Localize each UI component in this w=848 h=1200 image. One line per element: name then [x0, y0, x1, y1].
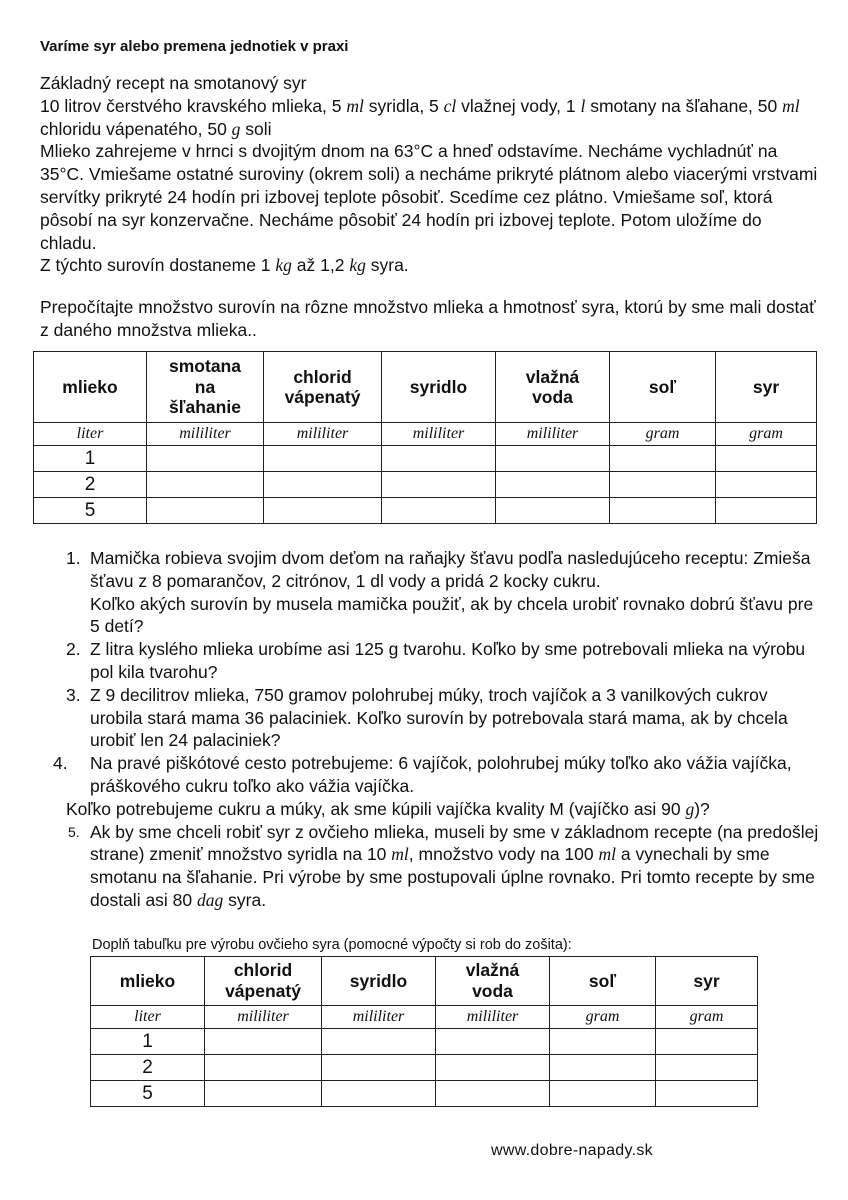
unit: g [685, 798, 695, 819]
answer-cell[interactable] [205, 1081, 322, 1107]
answer-cell[interactable] [147, 498, 264, 524]
ingredients-text: syridla, 5 [363, 95, 444, 116]
header-cell: chlorid vápenatý [205, 957, 322, 1006]
answer-cell[interactable] [496, 498, 610, 524]
header-cell: syr [656, 957, 758, 1006]
problem-text-part: , množstvo vody na 100 [408, 844, 599, 865]
problem-question [66, 798, 820, 821]
task-instruction [40, 296, 820, 342]
answer-cell[interactable] [610, 446, 716, 472]
answer-cell[interactable] [264, 472, 382, 498]
unit-cell: mililiter [496, 423, 610, 446]
item-number: 4. [53, 753, 68, 774]
answer-cell[interactable] [382, 498, 496, 524]
ingredients-text: chloridu vápenatého, 50 [40, 118, 232, 139]
header-cell: syr [716, 352, 817, 423]
recipe-ingredients [40, 95, 820, 141]
answer-cell[interactable] [656, 1081, 758, 1107]
answer-cell[interactable] [436, 1055, 550, 1081]
answer-cell[interactable] [147, 472, 264, 498]
header-cell: vlažná voda [496, 352, 610, 423]
answer-cell[interactable] [656, 1029, 758, 1055]
header-cell: mlieko [34, 352, 147, 423]
unit: kg [275, 255, 292, 276]
unit: g [231, 118, 241, 139]
unit-cell: mililiter [322, 1006, 436, 1029]
answer-cell[interactable] [322, 1055, 436, 1081]
list-item [40, 547, 820, 638]
ingredients-text: 10 litrov čerstvého kravského mlieka, 5 [40, 95, 347, 116]
table-row [91, 1081, 758, 1107]
yield-text: Z týchto surovín dostaneme 1 [40, 255, 276, 276]
table-row [91, 1055, 758, 1081]
answer-cell[interactable] [496, 446, 610, 472]
answer-cell[interactable] [610, 472, 716, 498]
answer-cell[interactable] [716, 472, 817, 498]
unit-cell: gram [656, 1006, 758, 1029]
problem-text [90, 821, 820, 912]
problem-text: Z litra kyslého mlieka urobíme asi 125 g tvarohu. Koľko by sme potrebovali mlieka na výrobu pol kila tvarohu? [90, 639, 806, 682]
recipe-procedure: Mlieko zahrejeme v hrnci s dvojitým dnom na 63°C a hneď odstavíme. Necháme vychladnúť na 35°C. Vmiešame ostatné suroviny (okrem soli) a necháme prikryté plátnom alebo viacerými vrstvami servítky prikryté 24 hodín pri izbovej teplote pôsobiť. Scedíme cez plátno. Vmiešame soľ, ktorá pôsobí na syr konzervačne. Necháme pôsobiť 24 hodín pri izbovej teplote. Potom uložíme do chladu. [40, 141, 818, 253]
header-cell: syridlo [322, 957, 436, 1006]
problem-text: Na pravé piškótové cesto potrebujeme: 6 vajíčok, polohrubej múky toľko ako vážia vajíčka, práškového cukru toľko ako vážia vajíčka. [90, 753, 792, 796]
problem-text-part: a vynechali by sme smotanu na šľahanie. Pri výrobe by sme postupovali úplne rovnako. Pri tomto recepte by sme dostali asi 80 [90, 844, 815, 910]
footer-url: www.dobre-napady.sk [491, 1142, 653, 1159]
header-cell: soľ [610, 352, 716, 423]
answer-cell[interactable] [436, 1029, 550, 1055]
unit-cell: mililiter [205, 1006, 322, 1029]
milk-liters-cell: 5 [91, 1081, 205, 1107]
table-header-row [34, 352, 817, 423]
milk-liters-cell: 2 [34, 472, 147, 498]
problem-question: Koľko akých surovín by musela mamička použiť, ak by chcela urobiť rovnako dobrú šťavu pre 5 detí? [90, 593, 814, 637]
unit-cell: gram [716, 423, 817, 446]
unit-cell: gram [610, 423, 716, 446]
unit-cell: liter [91, 1006, 205, 1029]
unit: kg [349, 255, 366, 276]
task-text: Prepočítajte množstvo surovín na rôzne množstvo mlieka a hmotnosť syra, ktorú by sme mali dostať z daného množstva mlieka.. [40, 297, 816, 340]
item-number: 5. [68, 823, 80, 840]
recipe-intro [40, 72, 820, 277]
yield-text: syra. [365, 255, 409, 276]
milk-liters-cell: 2 [91, 1055, 205, 1081]
table-header-row [91, 957, 758, 1006]
answer-cell[interactable] [382, 472, 496, 498]
problem-text: Z 9 decilitrov mlieka, 750 gramov polohrubej múky, troch vajíčok a 3 vanilkových cukrov urobila stará mama 36 palaciniek. Koľko surovín by potrebovala stará mama, ak by chcela urobiť len 24 palaciniek? [90, 684, 788, 751]
ingredients-text: soli [240, 118, 272, 139]
answer-cell[interactable] [382, 446, 496, 472]
header-cell: soľ [550, 957, 656, 1006]
item-number: 1. [66, 548, 81, 568]
answer-cell[interactable] [550, 1029, 656, 1055]
answer-cell[interactable] [436, 1081, 550, 1107]
item-number: 2. [66, 639, 81, 660]
unit: ml [598, 844, 616, 865]
page-title: Varíme syr alebo premena jednotiek v praxi [40, 38, 349, 55]
answer-cell[interactable] [322, 1081, 436, 1107]
problem-list [40, 547, 820, 912]
problem-text-part: syra. [223, 889, 267, 910]
unit-cell: mililiter [436, 1006, 550, 1029]
recipe-heading: Základný recept na smotanový syr [40, 73, 307, 93]
header-cell: smotana na šľahanie [147, 352, 264, 423]
answer-cell[interactable] [550, 1055, 656, 1081]
answer-cell[interactable] [147, 446, 264, 472]
ingredients-text: smotany na šľahane, 50 [585, 95, 783, 116]
recipe-yield [40, 254, 820, 277]
yield-text: až 1,2 [291, 255, 350, 276]
list-item [40, 821, 820, 912]
table-unit-row [91, 1006, 758, 1029]
answer-cell[interactable] [264, 446, 382, 472]
unit-cell: mililiter [264, 423, 382, 446]
table-row [34, 446, 817, 472]
answer-cell[interactable] [610, 498, 716, 524]
unit: ml [391, 844, 409, 865]
question-text: )? [694, 798, 710, 819]
unit: ml [346, 95, 364, 116]
list-item [40, 638, 820, 684]
header-cell: chlorid vápenatý [264, 352, 382, 423]
milk-liters-cell: 5 [34, 498, 147, 524]
milk-liters-cell: 1 [91, 1029, 205, 1055]
milk-liters-cell: 1 [34, 446, 147, 472]
answer-cell[interactable] [205, 1029, 322, 1055]
conversion-table-sheep [90, 956, 758, 1107]
answer-cell[interactable] [550, 1081, 656, 1107]
unit: dag [197, 889, 224, 910]
list-item [40, 684, 820, 752]
header-cell: syridlo [382, 352, 496, 423]
item-number: 3. [66, 684, 81, 705]
header-cell: mlieko [91, 957, 205, 1006]
answer-cell[interactable] [205, 1055, 322, 1081]
unit-cell: liter [34, 423, 147, 446]
answer-cell[interactable] [656, 1055, 758, 1081]
answer-cell[interactable] [322, 1029, 436, 1055]
unit: l [580, 95, 586, 116]
table-unit-row [34, 423, 817, 446]
problem-text-part: Ak by sme chceli robiť syr z ovčieho mlieka, museli by sme v základnom recepte (na predošlej strane) zmeniť množstvo syridla na 10 [90, 821, 819, 865]
header-cell: vlažná voda [436, 957, 550, 1006]
ingredients-text: vlažnej vody, 1 [456, 95, 581, 116]
answer-cell[interactable] [716, 498, 817, 524]
table-row [34, 498, 817, 524]
answer-cell[interactable] [716, 446, 817, 472]
list-item [40, 752, 820, 820]
answer-cell[interactable] [496, 472, 610, 498]
unit: ml [782, 95, 800, 116]
problem-text: Mamička robieva svojim dvom deťom na raňajky šťavu podľa nasledujúceho receptu: Zmieša šťavu z 8 pomarančov, 2 citrónov, 1 dl vody a pridá 2 kocky cukru. [90, 548, 811, 591]
unit-cell: mililiter [382, 423, 496, 446]
question-text: Koľko potrebujeme cukru a múky, ak sme kúpili vajíčka kvality M (vajíčko asi 90 [66, 798, 686, 819]
unit-cell: gram [550, 1006, 656, 1029]
unit-cell: mililiter [147, 423, 264, 446]
unit: cl [443, 95, 457, 116]
answer-cell[interactable] [264, 498, 382, 524]
table-row [91, 1029, 758, 1055]
conversion-table-cow [33, 351, 817, 524]
table-row [34, 472, 817, 498]
table2-note: Doplň tabuľku pre výrobu ovčieho syra (pomocné výpočty si rob do zošita): [92, 937, 572, 953]
